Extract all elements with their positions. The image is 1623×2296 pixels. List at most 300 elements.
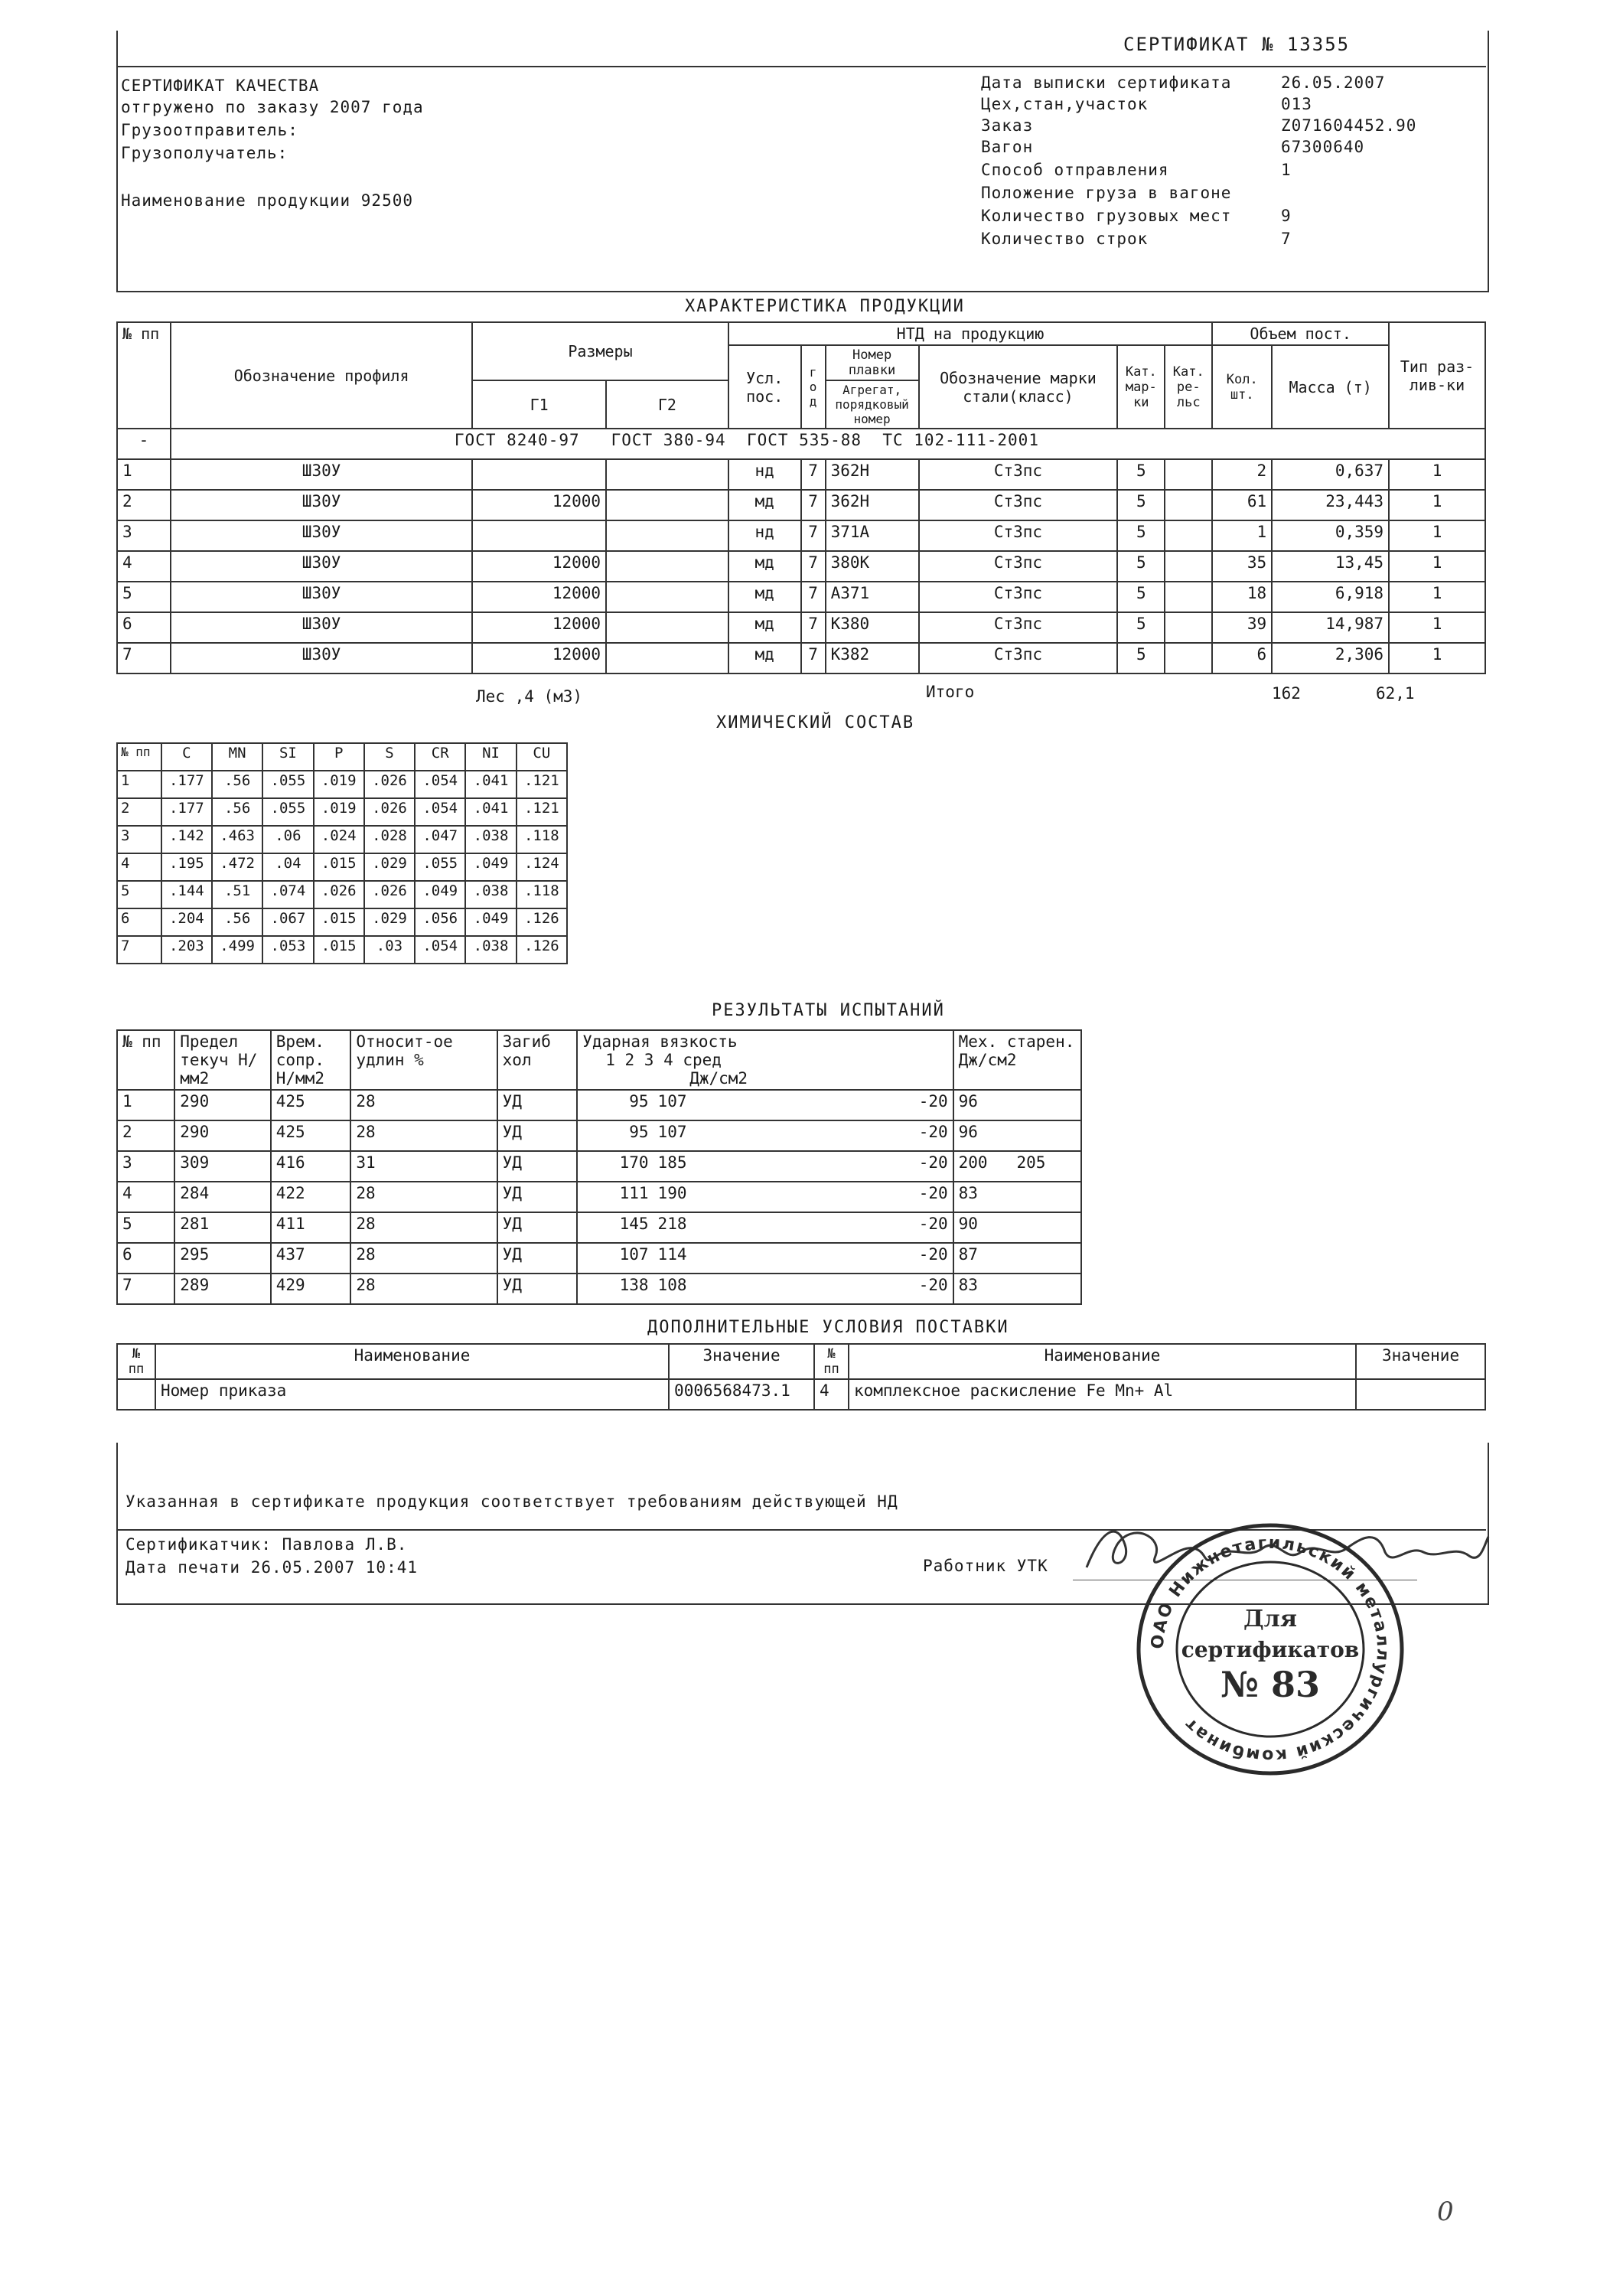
impact-columns: 1 2 3 4 сред [605, 1051, 722, 1069]
chem-cell: .126 [517, 936, 567, 964]
cell-qty: 39 [1212, 612, 1272, 643]
field-value: 7 [1281, 230, 1292, 248]
cell-num: 6 [117, 612, 171, 643]
field-value: Z071604452.90 [1281, 116, 1417, 135]
cell-cat-rel [1165, 551, 1212, 582]
field-value: 9 [1281, 207, 1292, 225]
table-row [117, 936, 567, 964]
cell-aging: 83 [953, 1182, 1081, 1212]
delivery-conditions-table [116, 1343, 1486, 1411]
cell-god: 7 [801, 459, 826, 490]
col-elongation: Относит-ое удлин % [350, 1030, 497, 1090]
deliv-cell: комплексное раскисление Fe Mn+ Al [849, 1379, 1356, 1410]
cell-yield: 295 [174, 1243, 270, 1274]
cell-heat: 362Н [826, 459, 919, 490]
table-row [117, 1182, 1081, 1212]
header-left-line: отгружено по заказу 2007 года [121, 98, 424, 116]
page-mark: 0 [1437, 2197, 1454, 2227]
cell-tensile: 416 [271, 1151, 351, 1182]
cell-cat: 5 [1117, 582, 1165, 612]
table-row [117, 612, 1485, 643]
table-row [117, 551, 1485, 582]
chem-cell: 7 [117, 936, 161, 964]
chem-cell: .026 [364, 881, 415, 908]
chem-cell: 5 [117, 881, 161, 908]
chem-cell: .056 [415, 908, 465, 936]
deliv-col-value: Значение [669, 1344, 814, 1379]
chem-cell: .56 [212, 798, 262, 826]
chem-cell: .049 [415, 881, 465, 908]
table-header-row [117, 743, 567, 771]
cell-steel: Ст3пс [919, 612, 1118, 643]
cell-g1: 12000 [472, 612, 606, 643]
cell-elongation: 28 [350, 1212, 497, 1243]
cell-qty: 1 [1212, 520, 1272, 551]
cell-tensile: 429 [271, 1274, 351, 1304]
table-row [117, 520, 1485, 551]
cell-num: 5 [117, 582, 171, 612]
cell-elongation: 28 [350, 1090, 497, 1120]
col-volume: Объем пост. [1212, 322, 1389, 345]
col-aggregate: Агрегат, порядковый номер [826, 380, 919, 429]
chem-cell: .054 [415, 798, 465, 826]
chem-cell: .019 [314, 798, 364, 826]
col-steel: Обозначение марки стали(класс) [919, 345, 1118, 429]
cell-temp: -20 [729, 1243, 953, 1274]
cell-type: 1 [1389, 582, 1485, 612]
impact-unit: Дж/см2 [689, 1069, 748, 1088]
cell-mass: 23,443 [1272, 490, 1389, 520]
cell-elongation: 31 [350, 1151, 497, 1182]
chem-cell: .51 [212, 881, 262, 908]
table-row [117, 1212, 1081, 1243]
cell-cat: 5 [1117, 490, 1165, 520]
chem-cell: .56 [212, 771, 262, 798]
cell-qty: 2 [1212, 459, 1272, 490]
cell-steel: Ст3пс [919, 551, 1118, 582]
chem-cell: 4 [117, 853, 161, 881]
cell-bend: УД [497, 1151, 578, 1182]
cell-impact-1: 107 [577, 1243, 653, 1274]
field-value: 67300640 [1281, 138, 1365, 156]
cell-mass: 6,918 [1272, 582, 1389, 612]
col-g2: Г2 [606, 380, 728, 429]
chem-cell: .074 [262, 881, 313, 908]
cell-yield: 290 [174, 1120, 270, 1151]
cell-yield: 290 [174, 1090, 270, 1120]
table-row [117, 798, 567, 826]
cell-cat: 5 [1117, 643, 1165, 673]
characteristics-title: ХАРАКТЕРИСТИКА ПРОДУКЦИИ [685, 297, 965, 316]
cell-num: 7 [117, 643, 171, 673]
gost-dash: - [117, 429, 171, 459]
cell-type: 1 [1389, 612, 1485, 643]
cell-num: 5 [117, 1212, 174, 1243]
chem-col: CU [517, 743, 567, 771]
total-label: Итого [926, 683, 975, 701]
cell-num: 7 [117, 1274, 174, 1304]
cell-type: 1 [1389, 551, 1485, 582]
cell-num: 3 [117, 1151, 174, 1182]
cell-num: 6 [117, 1243, 174, 1274]
col-ntd: НТД на продукцию [728, 322, 1213, 345]
cell-mass: 13,45 [1272, 551, 1389, 582]
cell-impact-1: 138 [577, 1274, 653, 1304]
cell-cat: 5 [1117, 551, 1165, 582]
chem-cell: .049 [465, 853, 516, 881]
cell-bend: УД [497, 1120, 578, 1151]
cell-num: 2 [117, 490, 171, 520]
table-row [117, 1274, 1081, 1304]
col-tensile: Врем. сопр. Н/мм2 [271, 1030, 351, 1090]
chem-cell: .041 [465, 771, 516, 798]
field-value: 013 [1281, 95, 1312, 113]
table-header-row [117, 322, 1485, 345]
cell-aging: 96 [953, 1120, 1081, 1151]
cell-heat: К382 [826, 643, 919, 673]
chem-cell: .053 [262, 936, 313, 964]
table-row [117, 1243, 1081, 1274]
cell-steel: Ст3пс [919, 459, 1118, 490]
cell-bend: УД [497, 1212, 578, 1243]
cell-cat: 5 [1117, 520, 1165, 551]
cell-g2 [606, 612, 728, 643]
chem-cell: .121 [517, 771, 567, 798]
deliv-col-num: № пп [117, 1344, 155, 1379]
cell-qty: 18 [1212, 582, 1272, 612]
cell-profile: Ш30У [171, 551, 472, 582]
cell-g2 [606, 459, 728, 490]
cell-num: 1 [117, 459, 171, 490]
chem-cell: .038 [465, 936, 516, 964]
cell-temp: -20 [729, 1212, 953, 1243]
table-row [117, 881, 567, 908]
cell-type: 1 [1389, 520, 1485, 551]
impact-title: Ударная вязкость [582, 1032, 738, 1051]
cell-g2 [606, 643, 728, 673]
cell-g1 [472, 520, 606, 551]
cell-tensile: 425 [271, 1120, 351, 1151]
col-sizes: Размеры [472, 322, 728, 380]
characteristics-table [116, 321, 1486, 674]
cell-type: 1 [1389, 459, 1485, 490]
chem-cell: .024 [314, 826, 364, 853]
col-yield: Предел текуч Н/мм2 [174, 1030, 270, 1090]
chem-col: № пп [117, 743, 161, 771]
cell-g2 [606, 582, 728, 612]
chem-col: P [314, 743, 364, 771]
cell-yield: 309 [174, 1151, 270, 1182]
company-stamp [1133, 1519, 1408, 1779]
cell-usl: мд [728, 551, 801, 582]
deliv-col-value: Значение [1356, 1344, 1485, 1379]
chem-cell: .142 [161, 826, 212, 853]
cell-heat: 380К [826, 551, 919, 582]
field-value: 26.05.2007 [1281, 73, 1386, 92]
cell-impact-2: 107 [653, 1120, 729, 1151]
tests-title: РЕЗУЛЬТАТЫ ИСПЫТАНИЙ [712, 1001, 945, 1020]
cell-g2 [606, 490, 728, 520]
cell-impact-2: 107 [653, 1090, 729, 1120]
cell-num: 2 [117, 1120, 174, 1151]
field-label: Количество строк [981, 230, 1149, 248]
field-label: Дата выписки сертификата [981, 73, 1232, 92]
table-header-row [117, 1030, 1081, 1090]
table-row [117, 490, 1485, 520]
cell-qty: 35 [1212, 551, 1272, 582]
cell-aging: 200 205 [953, 1151, 1081, 1182]
col-mass: Масса (т) [1272, 345, 1389, 429]
chem-cell: .049 [465, 908, 516, 936]
header-left-line: СЕРТИФИКАТ КАЧЕСТВА [121, 77, 320, 95]
gost-item: ГОСТ 380-94 [611, 431, 726, 449]
cell-impact-2: 218 [653, 1212, 729, 1243]
cell-cat-rel [1165, 520, 1212, 551]
col-profile: Обозначение профиля [171, 322, 472, 429]
gost-item: ТС 102-111-2001 [882, 431, 1039, 449]
chem-col: MN [212, 743, 262, 771]
table-row [117, 1151, 1081, 1182]
cell-god: 7 [801, 490, 826, 520]
chem-cell: .015 [314, 908, 364, 936]
cell-qty: 6 [1212, 643, 1272, 673]
cell-cat-rel [1165, 459, 1212, 490]
chem-cell: .177 [161, 798, 212, 826]
cell-cat: 5 [1117, 459, 1165, 490]
chem-cell: 3 [117, 826, 161, 853]
col-type: Тип раз-лив-ки [1389, 322, 1485, 429]
cell-yield: 281 [174, 1212, 270, 1243]
cell-num: 4 [117, 1182, 174, 1212]
cell-steel: Ст3пс [919, 643, 1118, 673]
cell-profile: Ш30У [171, 643, 472, 673]
cell-g1: 12000 [472, 490, 606, 520]
cell-impact-1: 95 [577, 1090, 653, 1120]
table-row [117, 853, 567, 881]
cell-heat: А371 [826, 582, 919, 612]
chem-col: SI [262, 743, 313, 771]
deliv-cell: 4 [814, 1379, 849, 1410]
cell-god: 7 [801, 520, 826, 551]
cell-god: 7 [801, 551, 826, 582]
col-num: № пп [117, 322, 171, 429]
cell-impact-1: 145 [577, 1212, 653, 1243]
chem-cell: .144 [161, 881, 212, 908]
col-heat: Номер плавки [826, 345, 919, 380]
chem-cell: .055 [262, 798, 313, 826]
chem-col: S [364, 743, 415, 771]
cell-usl: мд [728, 490, 801, 520]
table-row [117, 1090, 1081, 1120]
certificate-number: СЕРТИФИКАТ № 13355 [1123, 34, 1351, 55]
deliv-cell [117, 1379, 155, 1410]
chem-cell: .203 [161, 936, 212, 964]
cell-elongation: 28 [350, 1274, 497, 1304]
cell-type: 1 [1389, 643, 1485, 673]
table-row [117, 643, 1485, 673]
col-qty: Кол. шт. [1212, 345, 1272, 429]
cell-num: 4 [117, 551, 171, 582]
cell-g1: 12000 [472, 582, 606, 612]
table-row [117, 1379, 1485, 1410]
cell-mass: 2,306 [1272, 643, 1389, 673]
chem-cell: .029 [364, 853, 415, 881]
gost-standards [171, 429, 1485, 459]
chem-cell: .047 [415, 826, 465, 853]
stamp-ring-text: ОАО Нижнетагильский металлургический комбинат [1148, 1533, 1393, 1766]
stamp-number: № 83 [1220, 1664, 1321, 1705]
volume-note: Лес ,4 (м3) [476, 687, 583, 706]
cell-steel: Ст3пс [919, 520, 1118, 551]
chem-cell: .472 [212, 853, 262, 881]
cell-aging: 90 [953, 1212, 1081, 1243]
col-aging: Мех. старен. Дж/см2 [953, 1030, 1081, 1090]
cell-bend: УД [497, 1182, 578, 1212]
chemistry-title: ХИМИЧЕСКИЙ СОСТАВ [716, 713, 915, 732]
cell-num: 3 [117, 520, 171, 551]
gost-item: ГОСТ 535-88 [746, 431, 862, 449]
chem-cell: 2 [117, 798, 161, 826]
deliv-cell: Номер приказа [155, 1379, 669, 1410]
chem-cell: .463 [212, 826, 262, 853]
chem-cell: .054 [415, 771, 465, 798]
chem-cell: .118 [517, 826, 567, 853]
table-row [117, 459, 1485, 490]
cell-cat-rel [1165, 643, 1212, 673]
utk-worker-label: Работник УТК [923, 1557, 1048, 1575]
cell-yield: 284 [174, 1182, 270, 1212]
cell-mass: 0,359 [1272, 520, 1389, 551]
cell-cat-rel [1165, 612, 1212, 643]
cell-impact-1: 111 [577, 1182, 653, 1212]
header-left-line: Грузоотправитель: [121, 121, 298, 139]
table-row [117, 1120, 1081, 1151]
stamp-line: Для [1243, 1606, 1297, 1632]
cell-profile: Ш30У [171, 612, 472, 643]
cell-impact-2: 190 [653, 1182, 729, 1212]
cell-profile: Ш30У [171, 459, 472, 490]
cell-heat: К380 [826, 612, 919, 643]
cell-elongation: 28 [350, 1120, 497, 1151]
cell-temp: -20 [729, 1151, 953, 1182]
chem-cell: .067 [262, 908, 313, 936]
cell-tensile: 437 [271, 1243, 351, 1274]
total-mass: 62,1 [1376, 684, 1415, 703]
certifier: Сертификатчик: Павлова Л.В. [125, 1535, 408, 1554]
cell-bend: УД [497, 1274, 578, 1304]
cell-elongation: 28 [350, 1182, 497, 1212]
cell-temp: -20 [729, 1120, 953, 1151]
cell-g2 [606, 551, 728, 582]
chem-col: CR [415, 743, 465, 771]
cell-aging: 83 [953, 1274, 1081, 1304]
deliv-cell [1356, 1379, 1485, 1410]
chemistry-table [116, 742, 568, 964]
cell-impact-1: 95 [577, 1120, 653, 1151]
field-label: Способ отправления [981, 161, 1169, 179]
cell-bend: УД [497, 1243, 578, 1274]
field-label: Вагон [981, 138, 1034, 156]
cell-god: 7 [801, 612, 826, 643]
cell-mass: 14,987 [1272, 612, 1389, 643]
cell-god: 7 [801, 582, 826, 612]
product-name: Наименование продукции 92500 [121, 191, 414, 210]
cell-usl: мд [728, 582, 801, 612]
cell-cat-rel [1165, 490, 1212, 520]
field-label: Количество грузовых мест [981, 207, 1232, 225]
chem-cell: .029 [364, 908, 415, 936]
col-bend: Загиб хол [497, 1030, 578, 1090]
deliv-col-num: № пп [814, 1344, 849, 1379]
chem-cell: .118 [517, 881, 567, 908]
chem-cell: .195 [161, 853, 212, 881]
cell-g2 [606, 520, 728, 551]
delivery-title: ДОПОЛНИТЕЛЬНЫЕ УСЛОВИЯ ПОСТАВКИ [647, 1318, 1009, 1337]
cell-aging: 96 [953, 1090, 1081, 1120]
gost-item: ГОСТ 8240-97 [454, 431, 580, 449]
cell-cat: 5 [1117, 612, 1165, 643]
cell-type: 1 [1389, 490, 1485, 520]
table-header-row [117, 1344, 1485, 1379]
cell-temp: -20 [729, 1090, 953, 1120]
cell-profile: Ш30У [171, 582, 472, 612]
cell-impact-2: 108 [653, 1274, 729, 1304]
chem-cell: .204 [161, 908, 212, 936]
col-impact [577, 1030, 953, 1090]
table-row [117, 771, 567, 798]
chem-cell: .055 [262, 771, 313, 798]
cell-cat-rel [1165, 582, 1212, 612]
cell-temp: -20 [729, 1274, 953, 1304]
col-num: № пп [117, 1030, 174, 1090]
chem-cell: .041 [465, 798, 516, 826]
chem-cell: .126 [517, 908, 567, 936]
chem-cell: .121 [517, 798, 567, 826]
chem-cell: .026 [314, 881, 364, 908]
chem-cell: 1 [117, 771, 161, 798]
col-usl: Усл. пос. [728, 345, 801, 429]
cell-qty: 61 [1212, 490, 1272, 520]
chem-col: C [161, 743, 212, 771]
chem-cell: .019 [314, 771, 364, 798]
cell-profile: Ш30У [171, 520, 472, 551]
cell-steel: Ст3пс [919, 490, 1118, 520]
chem-cell: .03 [364, 936, 415, 964]
cell-aging: 87 [953, 1243, 1081, 1274]
chem-cell: .124 [517, 853, 567, 881]
gost-row [117, 429, 1485, 459]
cell-usl: нд [728, 459, 801, 490]
table-row [117, 826, 567, 853]
chem-cell: 6 [117, 908, 161, 936]
field-label: Цех,стан,участок [981, 95, 1149, 113]
chem-cell: .038 [465, 826, 516, 853]
test-results-table [116, 1029, 1082, 1305]
cell-g1 [472, 459, 606, 490]
cell-god: 7 [801, 643, 826, 673]
cell-impact-2: 114 [653, 1243, 729, 1274]
chem-cell: .177 [161, 771, 212, 798]
field-label: Заказ [981, 116, 1034, 135]
col-cat-mark: Кат. мар-ки [1117, 345, 1165, 429]
chem-cell: .04 [262, 853, 313, 881]
table-row [117, 582, 1485, 612]
col-god: г о д [801, 345, 826, 429]
chem-col: NI [465, 743, 516, 771]
cell-usl: мд [728, 643, 801, 673]
cell-tensile: 422 [271, 1182, 351, 1212]
header-left-line: Грузополучатель: [121, 144, 288, 162]
